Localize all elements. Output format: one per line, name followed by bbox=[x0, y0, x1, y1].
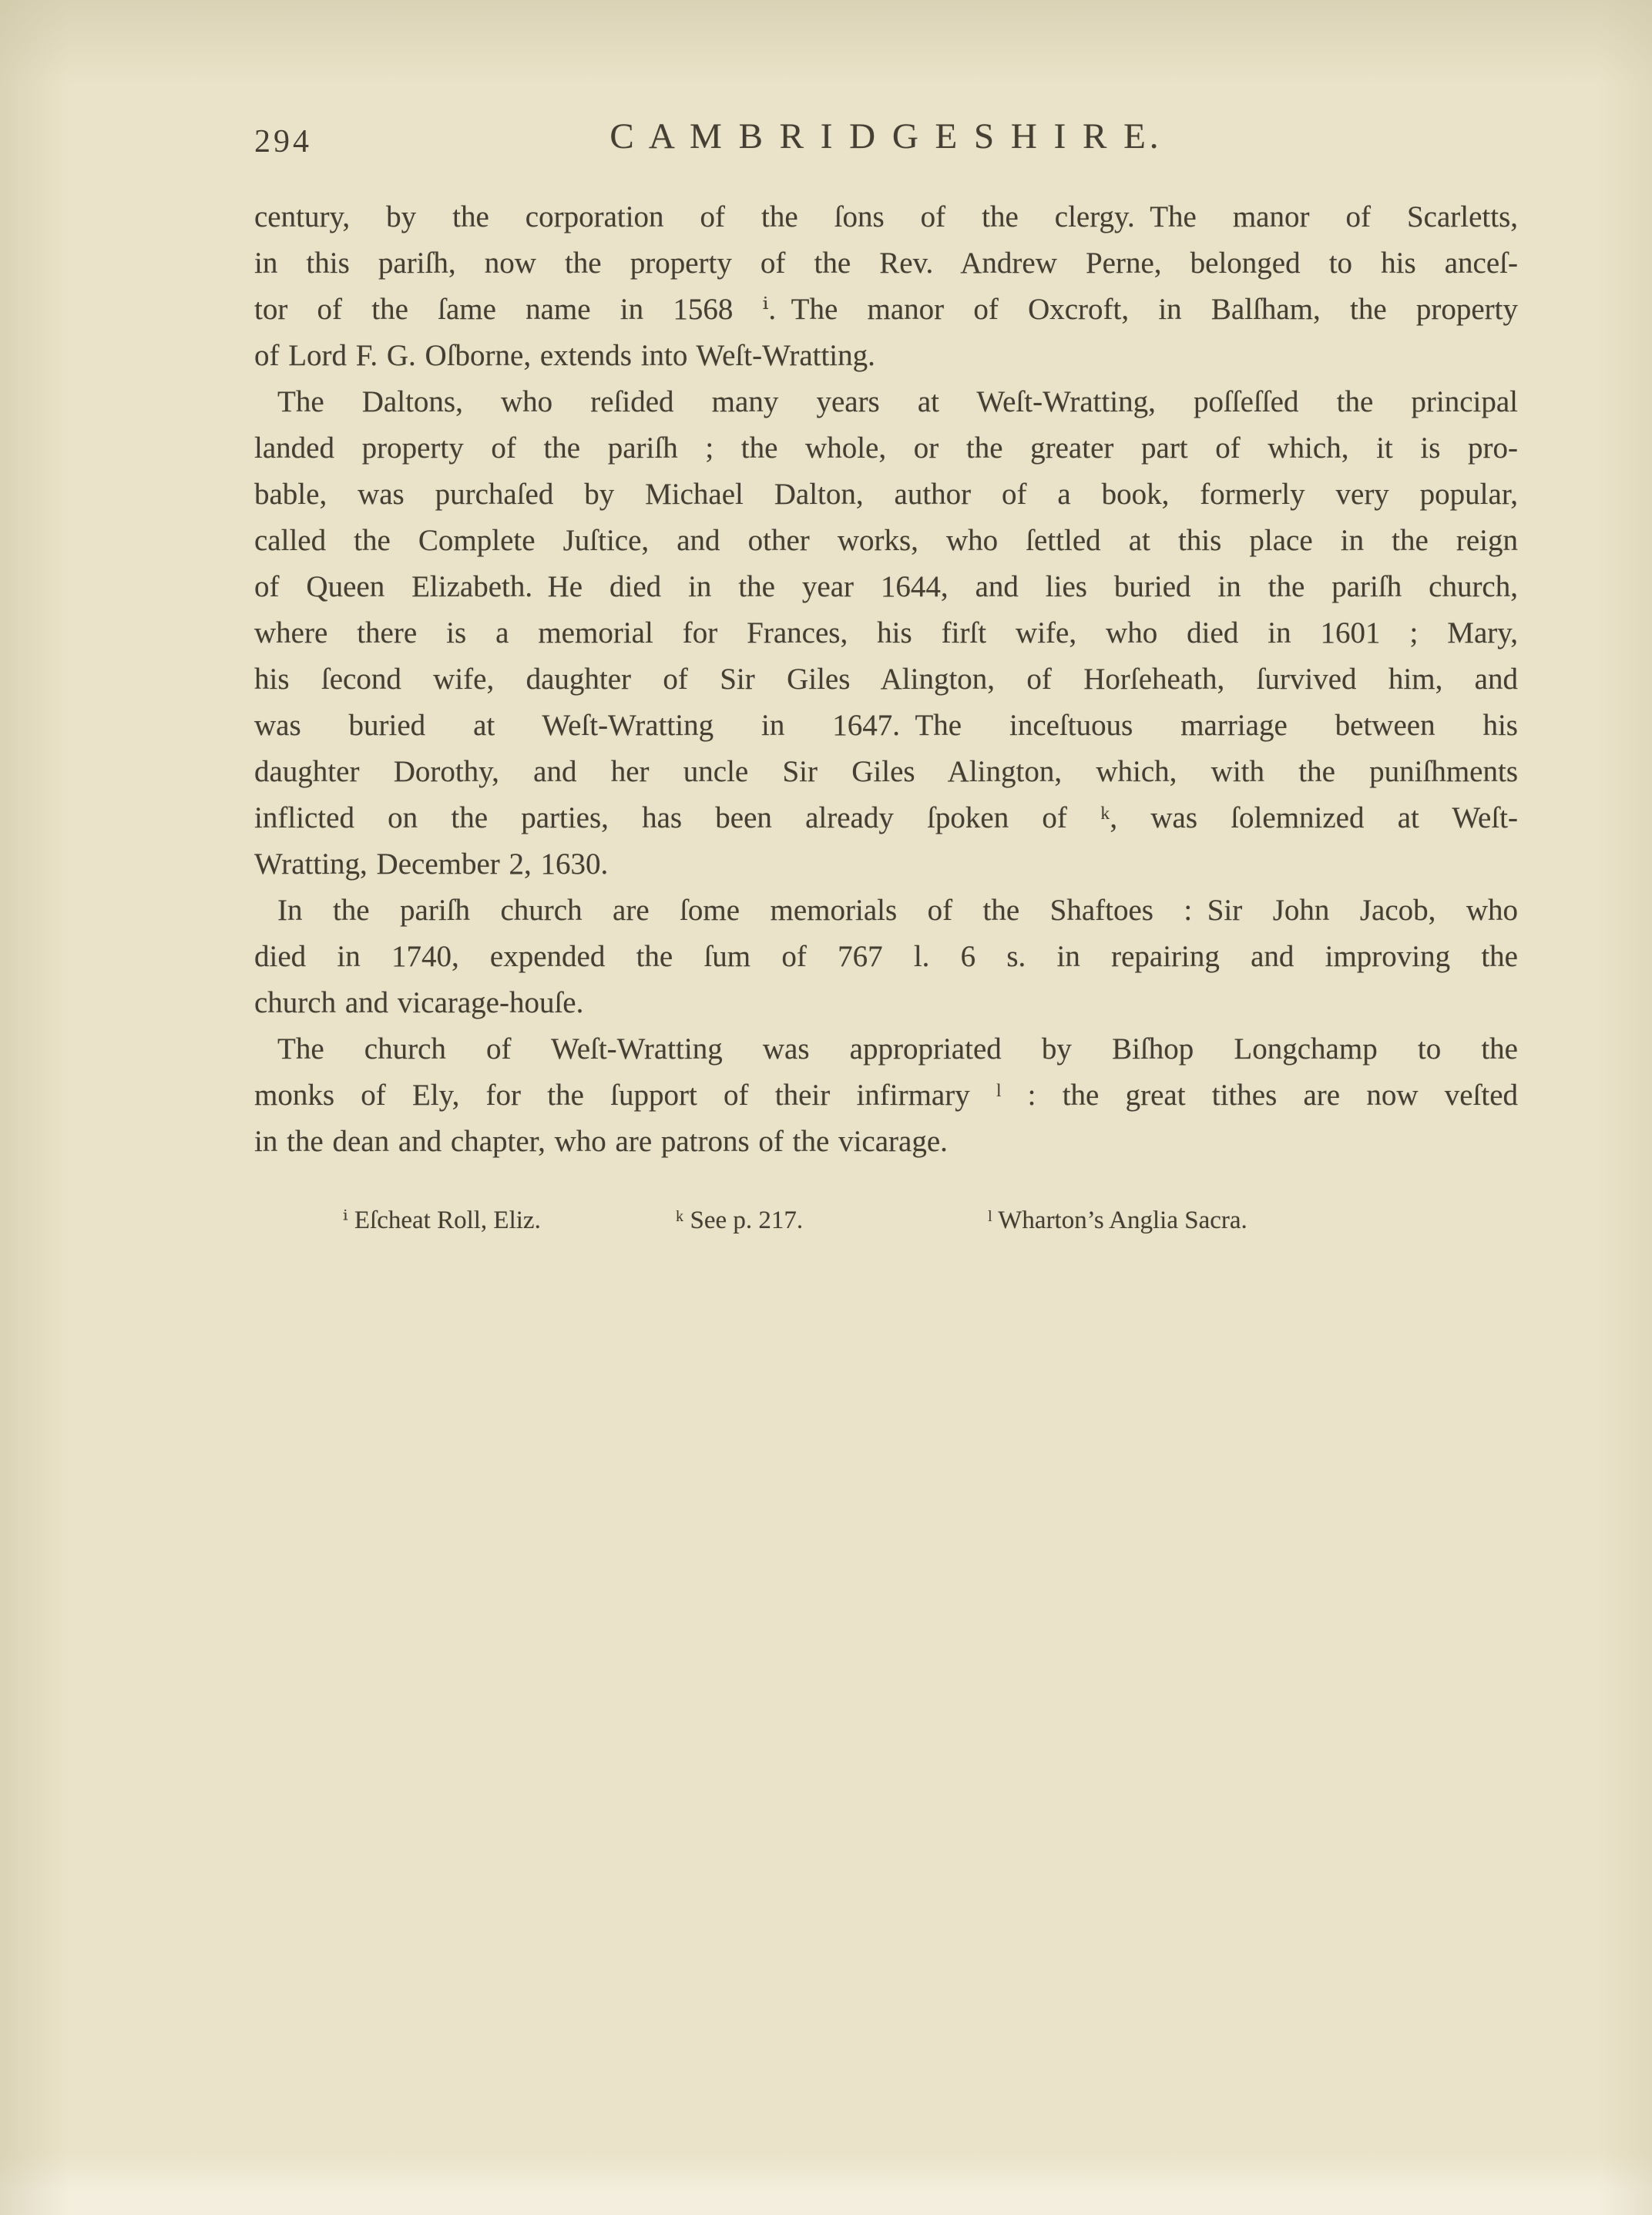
footnote: ⁱ Eſcheat Roll, Eliz. bbox=[343, 1207, 541, 1234]
paragraph bbox=[254, 379, 1518, 888]
text-line: of Queen Elizabeth. He died in the year 1644, and lies buried in the pariſh church, bbox=[254, 570, 1518, 603]
paragraph bbox=[254, 1026, 1518, 1165]
text-line: daughter Dorothy, and her uncle Sir Giles Alington, which, with the puniſhments bbox=[254, 755, 1518, 788]
text-line: century, by the corporation of the ſons of the clergy. The manor of Scarletts, bbox=[254, 200, 1518, 233]
text-line: died in 1740, expended the ſum of 767 l. 6 s. in repairing and improving the bbox=[254, 940, 1518, 973]
text-line: church and vicarage-houſe. bbox=[254, 986, 584, 1019]
text-line: landed property of the pariſh ; the whole, or the greater part of which, it is pro- bbox=[254, 431, 1518, 465]
text-line: inflicted on the parties, has been already ſpoken of ᵏ, was ſolemnized at Weſt- bbox=[254, 801, 1518, 834]
text-line: in this pariſh, now the property of the Rev. Andrew Perne, belonged to his anceſ- bbox=[254, 247, 1518, 280]
page-number: 294 bbox=[254, 124, 312, 159]
footnote: ᵏ See p. 217. bbox=[675, 1207, 804, 1234]
text-line: The Daltons, who reſided many years at Weſt-Wratting, poſſeſſed the principal bbox=[277, 385, 1518, 418]
footnotes bbox=[254, 1203, 1518, 1237]
text-line: was buried at Weſt-Wratting in 1647. The inceſtuous marriage between his bbox=[254, 709, 1518, 742]
text-line: where there is a memorial for Frances, his firſt wife, who died in 1601 ; Mary, bbox=[254, 616, 1518, 649]
paragraph bbox=[254, 194, 1518, 379]
text-line: of Lord F. G. Oſborne, extends into Weſt-Wratting. bbox=[254, 339, 875, 372]
text-line: tor of the ſame name in 1568 ⁱ. The manor of Oxcroft, in Balſham, the property bbox=[254, 293, 1518, 326]
text-line: in the dean and chapter, who are patrons of the vicarage. bbox=[254, 1125, 948, 1158]
running-title: C A M B R I D G E S H I R E. bbox=[609, 116, 1163, 156]
paragraph bbox=[254, 888, 1518, 1026]
text-block bbox=[254, 194, 1518, 1165]
text-line: Wratting, December 2, 1630. bbox=[254, 847, 609, 881]
text-line: called the Complete Juſtice, and other works, who ſettled at this place in the reign bbox=[254, 524, 1518, 557]
footnote: ˡ Wharton’s Anglia Sacra. bbox=[988, 1207, 1247, 1234]
text-line: bable, was purchaſed by Michael Dalton, author of a book, formerly very popular, bbox=[254, 478, 1518, 511]
text-line: his ſecond wife, daughter of Sir Giles Alington, of Horſeheath, ſurvived him, and bbox=[254, 663, 1518, 696]
text-line: monks of Ely, for the ſupport of their infirmary ˡ : the great tithes are now veſted bbox=[254, 1079, 1518, 1112]
page-header bbox=[254, 116, 1518, 169]
text-line: In the pariſh church are ſome memorials of the Shaftoes : Sir John Jacob, who bbox=[277, 894, 1518, 927]
text-line: The church of Weſt-Wratting was appropriated by Biſhop Longchamp to the bbox=[277, 1032, 1518, 1066]
